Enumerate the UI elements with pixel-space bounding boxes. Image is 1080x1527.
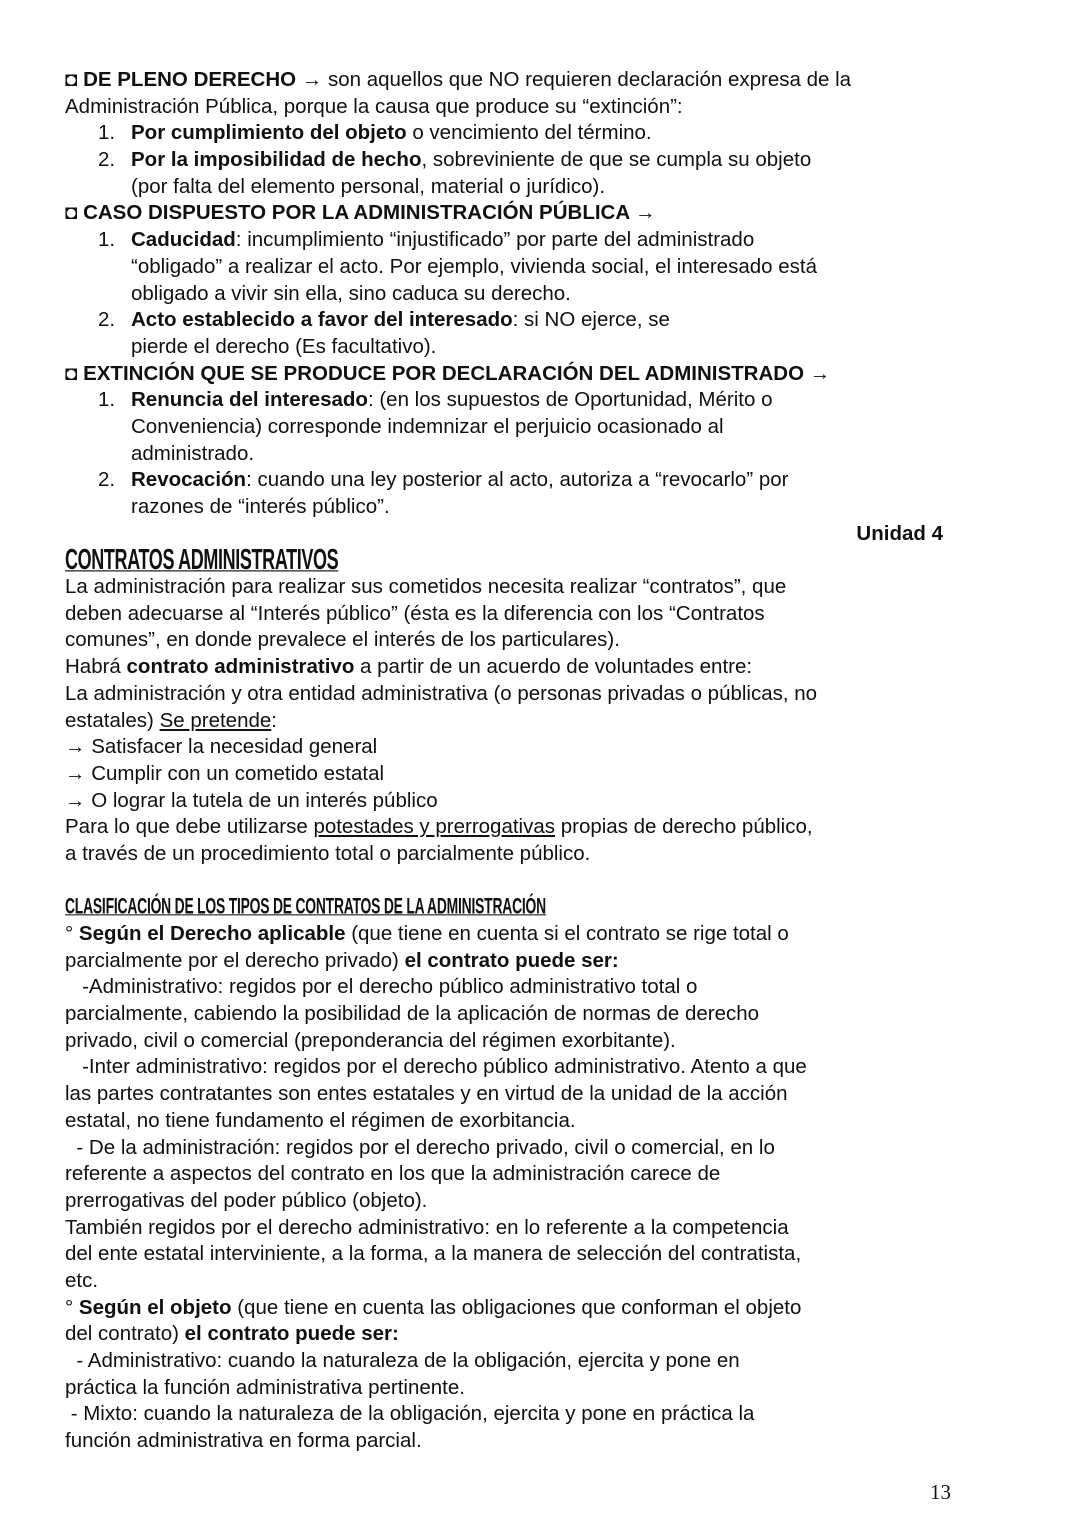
text-segment: “obligado” a realizar el acto. Por ejemplo, vivienda social, el interesado está xyxy=(131,254,817,278)
text-segment: estatal, no tiene fundamento el régimen de exorbitancia. xyxy=(65,1108,576,1132)
text-segment: prerrogativas del poder público (objeto). xyxy=(65,1188,428,1212)
text-line xyxy=(65,200,965,227)
text-segment: → Satisfacer la necesidad general xyxy=(65,735,378,759)
list-number: 1. xyxy=(98,228,116,252)
text-line xyxy=(65,147,965,174)
line-text xyxy=(65,1216,789,1239)
line-text xyxy=(65,1029,676,1052)
text-line xyxy=(65,841,965,868)
line-text xyxy=(65,949,619,972)
bold-text: Por la imposibilidad de hecho xyxy=(131,148,422,172)
text-line xyxy=(65,814,965,841)
line-text xyxy=(65,68,851,91)
line-text xyxy=(65,602,765,625)
line-text xyxy=(65,95,683,118)
text-segment: a través de un procedimiento total o parcialmente público. xyxy=(65,841,591,865)
line-text xyxy=(65,628,620,651)
text-segment: ° xyxy=(65,922,79,945)
bold-text: Según el objeto xyxy=(78,1295,232,1319)
text-segment: - De la administración: regidos por el derecho privado, civil o comercial, en lo xyxy=(65,1135,775,1159)
line-text xyxy=(65,1269,98,1292)
text-line xyxy=(65,1428,965,1455)
line-text xyxy=(65,1242,801,1265)
text-line xyxy=(65,1241,965,1268)
bold-text: contrato administrativo xyxy=(126,655,355,679)
line-text xyxy=(856,522,943,545)
text-line xyxy=(65,254,965,281)
line-text xyxy=(65,1002,759,1025)
bold-text: Caducidad xyxy=(131,228,236,252)
underlined-text: Se pretende xyxy=(159,708,272,732)
text-segment: : xyxy=(271,708,277,732)
bold-text: Por cumplimiento del objeto xyxy=(131,121,407,145)
text-segment: : si NO ejerce, se xyxy=(512,308,670,332)
text-line xyxy=(65,1108,965,1135)
text-segment: son aquellos que NO requieren declaración expresa de la xyxy=(327,68,852,91)
text-line xyxy=(65,788,965,815)
line-text xyxy=(65,894,546,922)
text-segment: etc. xyxy=(65,1268,99,1292)
bold-text: ◘ EXTINCIÓN QUE SE PRODUCE POR DECLARACIÓN DEL ADMINISTRADO → xyxy=(65,361,831,385)
bold-text: Revocación xyxy=(131,468,247,492)
text-segment: las partes contratantes son entes estatales y en virtud de la unidad de la acción xyxy=(65,1082,788,1106)
text-segment: La administración y otra entidad administrativa (o personas privadas o públicas, no xyxy=(65,681,818,705)
text-segment: También regidos por el derecho administrativo: en lo referente a la competencia xyxy=(65,1215,789,1239)
text-line xyxy=(65,494,965,521)
text-segment: pierde el derecho (Es facultativo). xyxy=(131,334,437,358)
text-line xyxy=(65,1081,965,1108)
text-line xyxy=(65,1295,965,1322)
text-line xyxy=(65,334,965,361)
text-segment: → Cumplir con un cometido estatal xyxy=(65,761,385,785)
text-line xyxy=(65,1401,965,1428)
line-text xyxy=(65,1055,807,1078)
text-segment: Habrá xyxy=(65,655,127,679)
bold-text: el contrato puede ser: xyxy=(184,1322,399,1346)
line-text xyxy=(131,387,773,414)
text-line xyxy=(65,1268,965,1295)
text-line xyxy=(65,761,965,788)
bold-text: el contrato puede ser: xyxy=(404,948,619,972)
text-line xyxy=(65,467,965,494)
text-line xyxy=(65,734,965,761)
list-number: 1. xyxy=(98,388,116,412)
text-segment: : cuando una ley posterior al acto, autoriza a “revocarlo” por xyxy=(246,468,789,492)
line-text xyxy=(65,1349,740,1372)
bold-text: Según el Derecho aplicable xyxy=(78,922,346,945)
page-number: 13 xyxy=(930,1480,951,1504)
text-segment: La administración para realizar sus cometidos necesita realizar “contratos”, que xyxy=(65,575,787,599)
text-segment: del contrato) xyxy=(65,1322,185,1346)
text-line xyxy=(65,1054,965,1081)
text-line xyxy=(65,1161,965,1188)
text-line xyxy=(65,601,965,628)
text-line xyxy=(65,120,965,147)
text-line xyxy=(65,1321,965,1348)
text-segment: Unidad 4 xyxy=(856,521,943,545)
line-text xyxy=(65,1136,775,1159)
text-segment: comunes”, en donde prevalece el interés de los particulares). xyxy=(65,628,620,652)
text-line xyxy=(65,921,965,948)
line-text xyxy=(65,975,697,998)
text-line xyxy=(65,174,965,201)
line-text xyxy=(65,735,377,758)
text-segment: o vencimiento del término. xyxy=(406,121,652,145)
text-line xyxy=(65,67,965,94)
line-text xyxy=(131,334,436,361)
text-line xyxy=(65,1188,965,1215)
list-number: 2. xyxy=(98,148,116,172)
text-line xyxy=(65,281,965,308)
list-number: 1. xyxy=(98,121,116,145)
bold-text: ◘ CASO DISPUESTO POR LA ADMINISTRACIÓN PÚBLICA → xyxy=(65,201,656,225)
text-line xyxy=(65,654,965,681)
text-segment: , sobreviniente de que se cumpla su objeto xyxy=(421,148,812,172)
text-segment: CLASIFICACIÓN DE LOS TIPOS DE CONTRATOS DE LA ADMINISTRACIÓN xyxy=(65,894,546,919)
line-text xyxy=(131,227,754,254)
text-segment: (que tiene en cuenta si el contrato se rige total o xyxy=(345,922,789,945)
text-segment: - Administrativo: cuando la naturaleza de la obligación, ejercita y pone en xyxy=(65,1349,740,1372)
text-segment: referente a aspectos del contrato en los que la administración carece de xyxy=(65,1162,721,1186)
text-line xyxy=(65,681,965,708)
text-segment: parcialmente, cabiendo la posibilidad de la aplicación de normas de derecho xyxy=(65,1002,760,1026)
text-line xyxy=(65,94,965,121)
text-line xyxy=(65,1348,965,1375)
text-segment: administrado. xyxy=(131,441,255,465)
line-text xyxy=(65,1376,465,1399)
text-line xyxy=(65,627,965,654)
text-line xyxy=(65,414,965,441)
line-text xyxy=(65,575,786,598)
line-text xyxy=(65,815,813,838)
line-text xyxy=(131,414,724,441)
line-text xyxy=(65,922,789,945)
line-text xyxy=(131,281,571,308)
text-segment: estatales) xyxy=(65,708,160,732)
text-segment: (por falta del elemento personal, material o jurídico). xyxy=(131,174,606,198)
text-segment: Conveniencia) corresponde indemnizar el perjuicio ocasionado al xyxy=(131,414,724,438)
bold-text: Acto establecido a favor del interesado xyxy=(131,308,513,332)
line-text xyxy=(131,174,605,201)
line-text xyxy=(65,842,590,865)
bold-text: ◘ DE PLENO DERECHO → xyxy=(65,68,328,91)
line-text xyxy=(131,441,254,468)
text-line xyxy=(65,1375,965,1402)
text-segment: deben adecuarse al “Interés público” (ésta es la diferencia con los “Contratos xyxy=(65,601,765,625)
text-line xyxy=(65,361,965,388)
text-segment: : (en los supuestos de Oportunidad, Mérito o xyxy=(367,388,773,412)
text-segment: : incumplimiento “injustificado” por parte del administrado xyxy=(235,228,755,252)
text-segment: ° xyxy=(65,1295,79,1319)
line-text xyxy=(65,545,338,576)
text-line xyxy=(65,307,965,334)
text-line xyxy=(65,1135,965,1162)
text-segment: Administración Pública, porque la causa que produce su “extinción”: xyxy=(65,94,683,118)
text-line xyxy=(65,868,965,895)
line-text xyxy=(65,201,656,224)
line-text xyxy=(65,1402,754,1425)
line-text xyxy=(65,1109,576,1132)
text-segment: del ente estatal interviniente, a la forma, a la manera de selección del contratista, xyxy=(65,1242,802,1266)
line-text xyxy=(131,307,670,334)
text-segment: -Administrativo: regidos por el derecho público administrativo total o xyxy=(65,975,698,999)
line-text xyxy=(65,709,277,732)
text-segment: Para lo que debe utilizarse xyxy=(65,815,314,839)
text-segment: parcialmente por el derecho privado) xyxy=(65,948,405,972)
section-heading xyxy=(65,544,965,577)
text-line xyxy=(65,574,965,601)
text-line xyxy=(65,708,965,735)
line-text xyxy=(65,1082,788,1105)
line-text xyxy=(131,147,811,174)
text-segment: obligado a vivir sin ella, sino caduca su derecho. xyxy=(131,281,571,305)
text-segment: función administrativa en forma parcial. xyxy=(65,1429,422,1453)
section-heading xyxy=(65,894,965,921)
text-segment: (que tiene en cuenta las obligaciones que conforman el objeto xyxy=(231,1295,802,1319)
line-text xyxy=(65,1296,801,1319)
line-text xyxy=(65,362,830,385)
text-segment: a partir de un acuerdo de voluntades entre: xyxy=(354,655,753,679)
text-line xyxy=(65,1028,965,1055)
text-segment: privado, civil o comercial (preponderancia del régimen exorbitante). xyxy=(65,1028,676,1052)
text-line xyxy=(65,387,965,414)
text-line xyxy=(65,441,965,468)
list-number: 2. xyxy=(98,308,116,332)
line-text xyxy=(65,682,817,705)
text-segment: propias de derecho público, xyxy=(555,815,813,839)
text-line xyxy=(65,227,965,254)
text-line xyxy=(65,1215,965,1242)
underlined-text: potestades y prerrogativas xyxy=(313,815,556,839)
line-text xyxy=(65,1322,399,1345)
line-text xyxy=(65,762,384,785)
bold-text: Renuncia del interesado xyxy=(131,388,368,412)
text-segment: → O lograr la tutela de un interés público xyxy=(65,788,438,812)
line-text xyxy=(131,254,817,281)
line-text xyxy=(65,1429,422,1452)
text-segment: -Inter administrativo: regidos por el derecho público administrativo. Atento a que xyxy=(65,1055,807,1079)
line-text xyxy=(131,120,652,147)
text-line xyxy=(65,974,965,1001)
line-text xyxy=(65,1162,720,1185)
line-text xyxy=(65,655,752,678)
text-segment: razones de “interés público”. xyxy=(131,495,390,518)
text-segment: - Mixto: cuando la naturaleza de la obligación, ejercita y pone en práctica la xyxy=(65,1402,755,1426)
list-number: 2. xyxy=(98,468,116,492)
text-line xyxy=(65,1001,965,1028)
text-segment: práctica la función administrativa pertinente. xyxy=(65,1375,465,1399)
line-text xyxy=(65,789,438,812)
line-text xyxy=(131,467,788,494)
line-text xyxy=(65,1189,427,1212)
text-segment: CONTRATOS ADMINISTRATIVOS xyxy=(65,544,339,577)
text-line xyxy=(65,948,965,975)
document-body xyxy=(65,67,965,1455)
line-text xyxy=(131,494,390,521)
